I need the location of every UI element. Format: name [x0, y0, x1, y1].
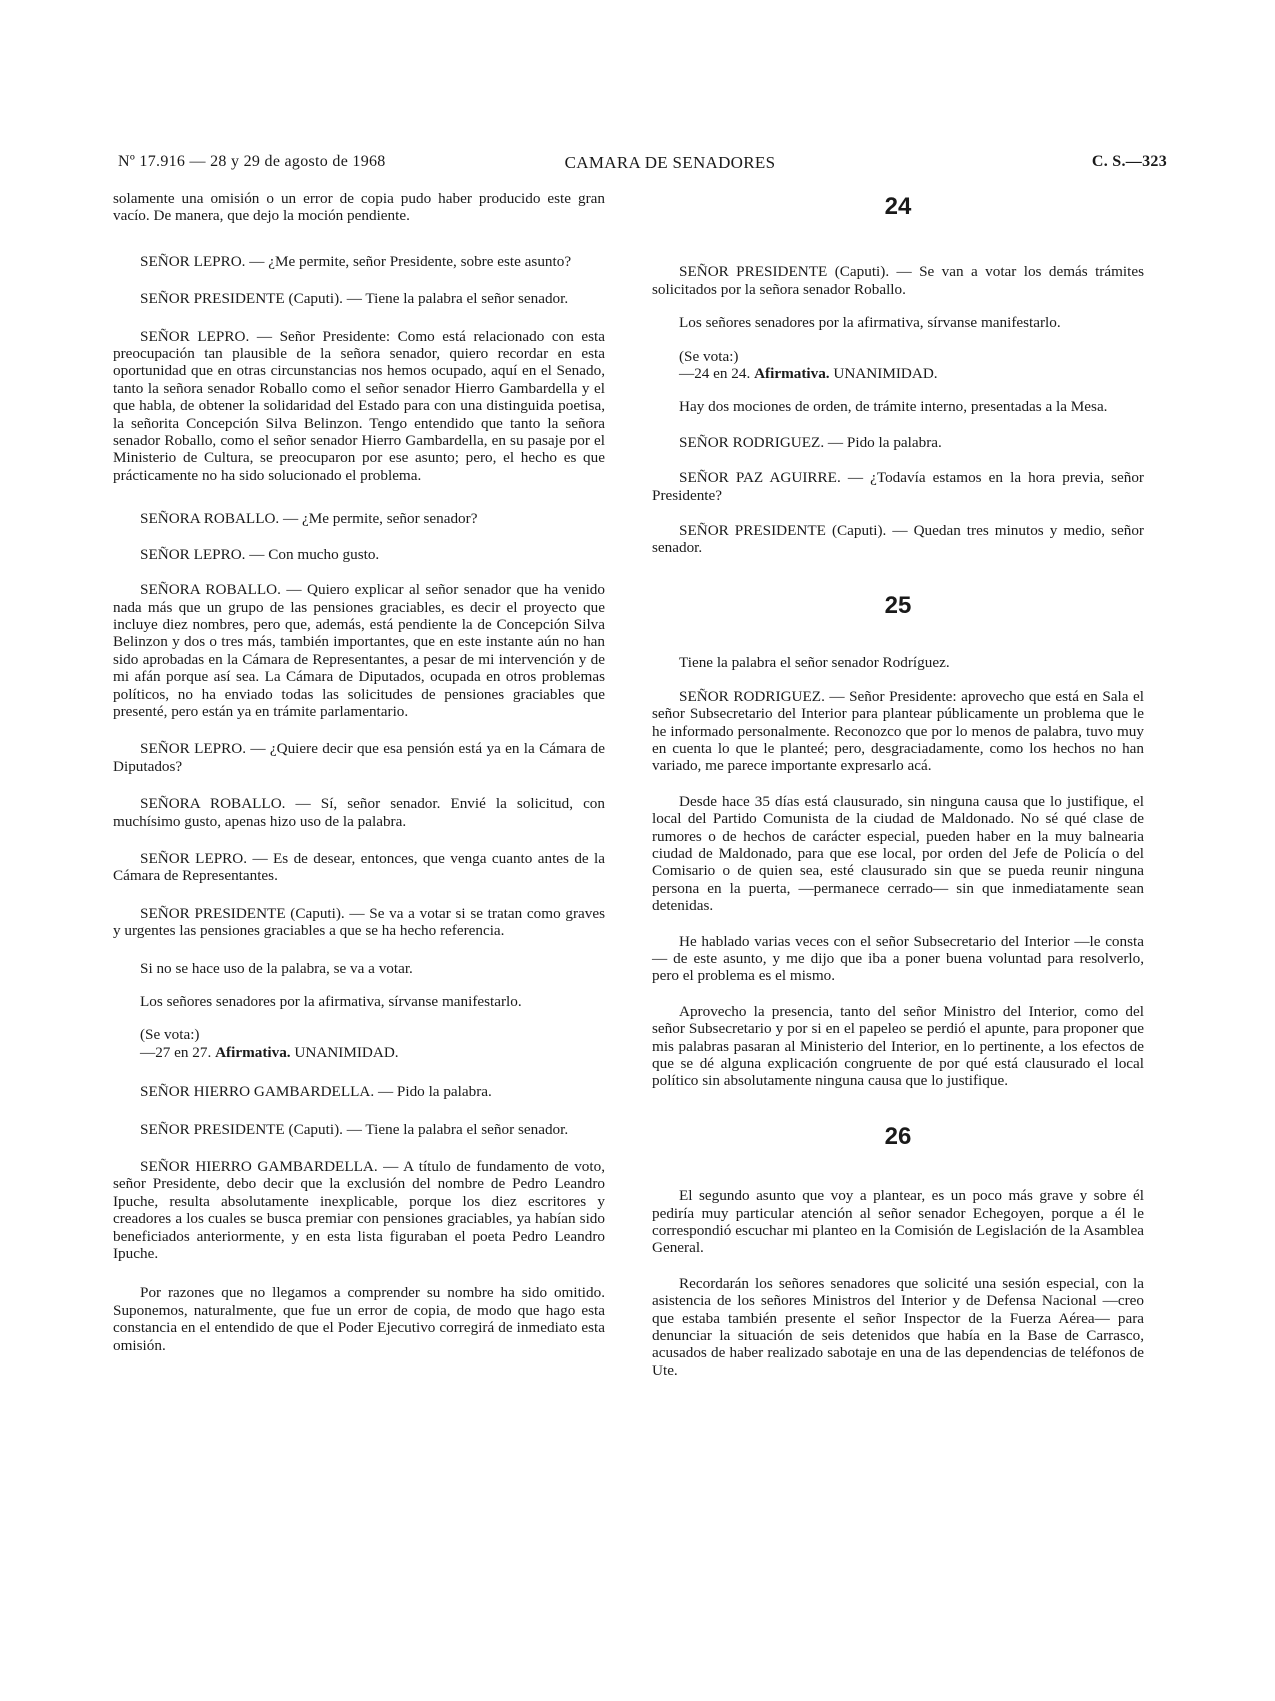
section-number: 25	[884, 591, 912, 619]
paragraph: SEÑOR PRESIDENTE (Caputi). — Se va a votar si se tratan como graves y urgentes las pensiones graciables a que se ha hecho referencia.	[113, 904, 605, 940]
right-column	[652, 190, 1144, 1394]
paragraph: Recordarán los señores senadores que solicité una sesión especial, con la asistencia de los señores Ministros del Interior y de Defensa Nacional —creo que estaba también presente el señor Inspector de la Fuerza Aérea— para denunciar la situación de seis detenidos que había en la Base de Carrasco, acusados de haber realizado sabotaje en una de las dependencias de teléfonos de Ute.	[652, 1274, 1144, 1379]
paragraph: El segundo asunto que voy a plantear, es un poco más grave y sobre él pediría muy particular atención al señor senador Echegoyen, porque a él le correspondió escuchar mi planteo en la Comisión de Legislación de la Asamblea General.	[652, 1187, 1144, 1257]
paragraph: solamente una omisión o un error de copia pudo haber producido este gran vacío. De manera, que dejo la moción pendiente.	[113, 190, 605, 225]
vote-result	[140, 1026, 605, 1061]
paragraph: SEÑORA ROBALLO. — Quiero explicar al señor senador que ha venido nada más que un grupo de las pensiones graciables, es decir el proyecto que incluye diez nombres, pero que, además, está pendiente la de Concepción Silva Belinzon y dos o tres más, también importantes, que en este instante aún no han sido aprobadas en la Cámara de Representantes, a pesar de mi intervención y de mi afán porque así sea. La Cámara de Diputados, ocupada en otros problemas políticos, no ha enviado todas las solicitudes de pensiones graciables que presenté, pero están ya en trámite parlamentario.	[113, 581, 605, 720]
section-number: 24	[884, 193, 912, 220]
paragraph: SEÑOR RODRIGUEZ. — Pido la palabra.	[679, 433, 942, 451]
paragraph: SEÑOR LEPRO. — Es de desear, entonces, que venga cuanto antes de la Cámara de Representantes.	[113, 849, 605, 885]
paragraph: Desde hace 35 días está clausurado, sin ninguna causa que lo justifique, el local del Partido Comunista de la ciudad de Maldonado. No sé qué clase de rumores o de hechos de carácter especial, pueden haber en la muy balnearia ciudad de Maldonado, para que ese local, por orden del Jefe de Policía o del Comisario o de quien sea, esté clausurado sin que se pueda reunir ninguna persona en la puerta, —permanece cerrado— sin que inmediatamente sean detenidas.	[652, 792, 1144, 915]
left-column	[113, 190, 605, 1369]
vote-call: (Se vota:)	[679, 347, 739, 365]
vote-tally: —27 en 27. Afirmativa. UNANIMIDAD.	[140, 1043, 399, 1061]
header-issue-date: Nº 17.916 — 28 y 29 de agosto de 1968	[118, 153, 386, 170]
paragraph: SEÑOR PRESIDENTE (Caputi). — Tiene la palabra el señor senador.	[140, 1120, 569, 1138]
paragraph: SEÑOR LEPRO. — Señor Presidente: Como está relacionado con esta preocupación tan plausible de la señora senador, quiero recordar en esta oportunidad que en otras circunstancias nos hemos ocupado, aquí en el Senado, tanto la señora senador Roballo como el señor senador Hierro Gambardella y el que habla, de obtener la solidaridad del Estado para con una distinguida poetisa, la señorita Concepción Silva Belinzon. Tengo entendido que tanto la señora senador Roballo, como el señor senador Hierro Gambardella, en su pasaje por el Ministerio de Cultura, se preocuparon por ese asunto; pero, el hecho es que prácticamente no ha sido solucionado el problema.	[113, 327, 605, 484]
paragraph: Los señores senadores por la afirmativa, sírvanse manifestarlo.	[679, 314, 1061, 332]
paragraph: SEÑOR PAZ AGUIRRE. — ¿Todavía estamos en la hora previa, señor Presidente?	[652, 469, 1144, 504]
header-page-number: C. S.—323	[1091, 153, 1167, 170]
paragraph: SEÑOR PRESIDENTE (Caputi). — Se van a votar los demás trámites solicitados por la señora senador Roballo.	[652, 263, 1144, 298]
paragraph: Si no se hace uso de la palabra, se va a votar.	[140, 959, 413, 977]
paragraph: Aprovecho la presencia, tanto del señor Ministro del Interior, como del señor Subsecretario y por si en el papeleo se perdió el apunte, para proponer que mis palabras pasaran al Ministerio del Interior, en lo pertinente, a los efectos de que se dé alguna explicación congruente de por qué está clausurado el local político sin absolutamente ninguna causa que lo justifique.	[652, 1002, 1144, 1090]
paragraph: Tiene la palabra el señor senador Rodríguez.	[679, 654, 950, 672]
paragraph: SEÑOR RODRIGUEZ. — Señor Presidente: aprovecho que está en Sala el señor Subsecretario del Interior para plantear públicamente un problema que le he informado personalmente. Reconozco que por lo menos de palabra, tuvo muy en cuenta lo que le planteé; pero, desgraciadamente, como los hechos no han variado, me parece importante expresarlo acá.	[652, 687, 1144, 775]
vote-call: (Se vota:)	[140, 1026, 200, 1044]
section-number: 26	[884, 1122, 912, 1150]
paragraph: SEÑOR LEPRO. — ¿Quiere decir que esa pensión está ya en la Cámara de Diputados?	[113, 740, 605, 775]
paragraph: SEÑOR HIERRO GAMBARDELLA. — Pido la palabra.	[140, 1083, 492, 1101]
vote-tally: —24 en 24. Afirmativa. UNANIMIDAD.	[679, 365, 938, 383]
paragraph: SEÑORA ROBALLO. — Sí, señor senador. Envié la solicitud, con muchísimo gusto, apenas hizo uso de la palabra.	[113, 795, 605, 830]
paragraph: SEÑOR HIERRO GAMBARDELLA. — A título de fundamento de voto, señor Presidente, debo decir que la exclusión del nombre de Pedro Leandro Ipuche, resulta absolutamente inexplicable, porque los diez escritores y creadores a los cuales se busca premiar con pensiones graciables, ya habían sido beneficiados anteriormente, y en esta lista figuraban el poeta Pedro Leandro Ipuche.	[113, 1158, 605, 1263]
paragraph: He hablado varias veces con el señor Subsecretario del Interior —le consta— de este asunto, y me dijo que iba a poner buena voluntad para resolverlo, pero el problema es el mismo.	[652, 932, 1144, 985]
paragraph: Los señores senadores por la afirmativa, sírvanse manifestarlo.	[140, 993, 522, 1010]
paragraph: Hay dos mociones de orden, de trámite interno, presentadas a la Mesa.	[679, 398, 1108, 416]
paragraph: SEÑOR LEPRO. — Con mucho gusto.	[140, 545, 380, 563]
paragraph: Por razones que no llegamos a comprender su nombre ha sido omitido. Suponemos, naturalmente, que fue un error de copia, de modo que hago esta constancia en el entendido de que el Poder Ejecutivo corregirá de inmediato esta omisión.	[113, 1284, 605, 1354]
paragraph: SEÑOR LEPRO. — ¿Me permite, señor Presidente, sobre este asunto?	[140, 252, 572, 270]
vote-result	[679, 348, 1144, 383]
paragraph: SEÑOR PRESIDENTE (Caputi). — Quedan tres minutos y medio, señor senador.	[652, 522, 1144, 557]
paragraph: SEÑOR PRESIDENTE (Caputi). — Tiene la palabra el señor senador.	[140, 290, 569, 308]
paragraph: SEÑORA ROBALLO. — ¿Me permite, señor senador?	[140, 510, 478, 528]
header-chamber-title: CAMARA DE SENADORES	[564, 153, 776, 172]
